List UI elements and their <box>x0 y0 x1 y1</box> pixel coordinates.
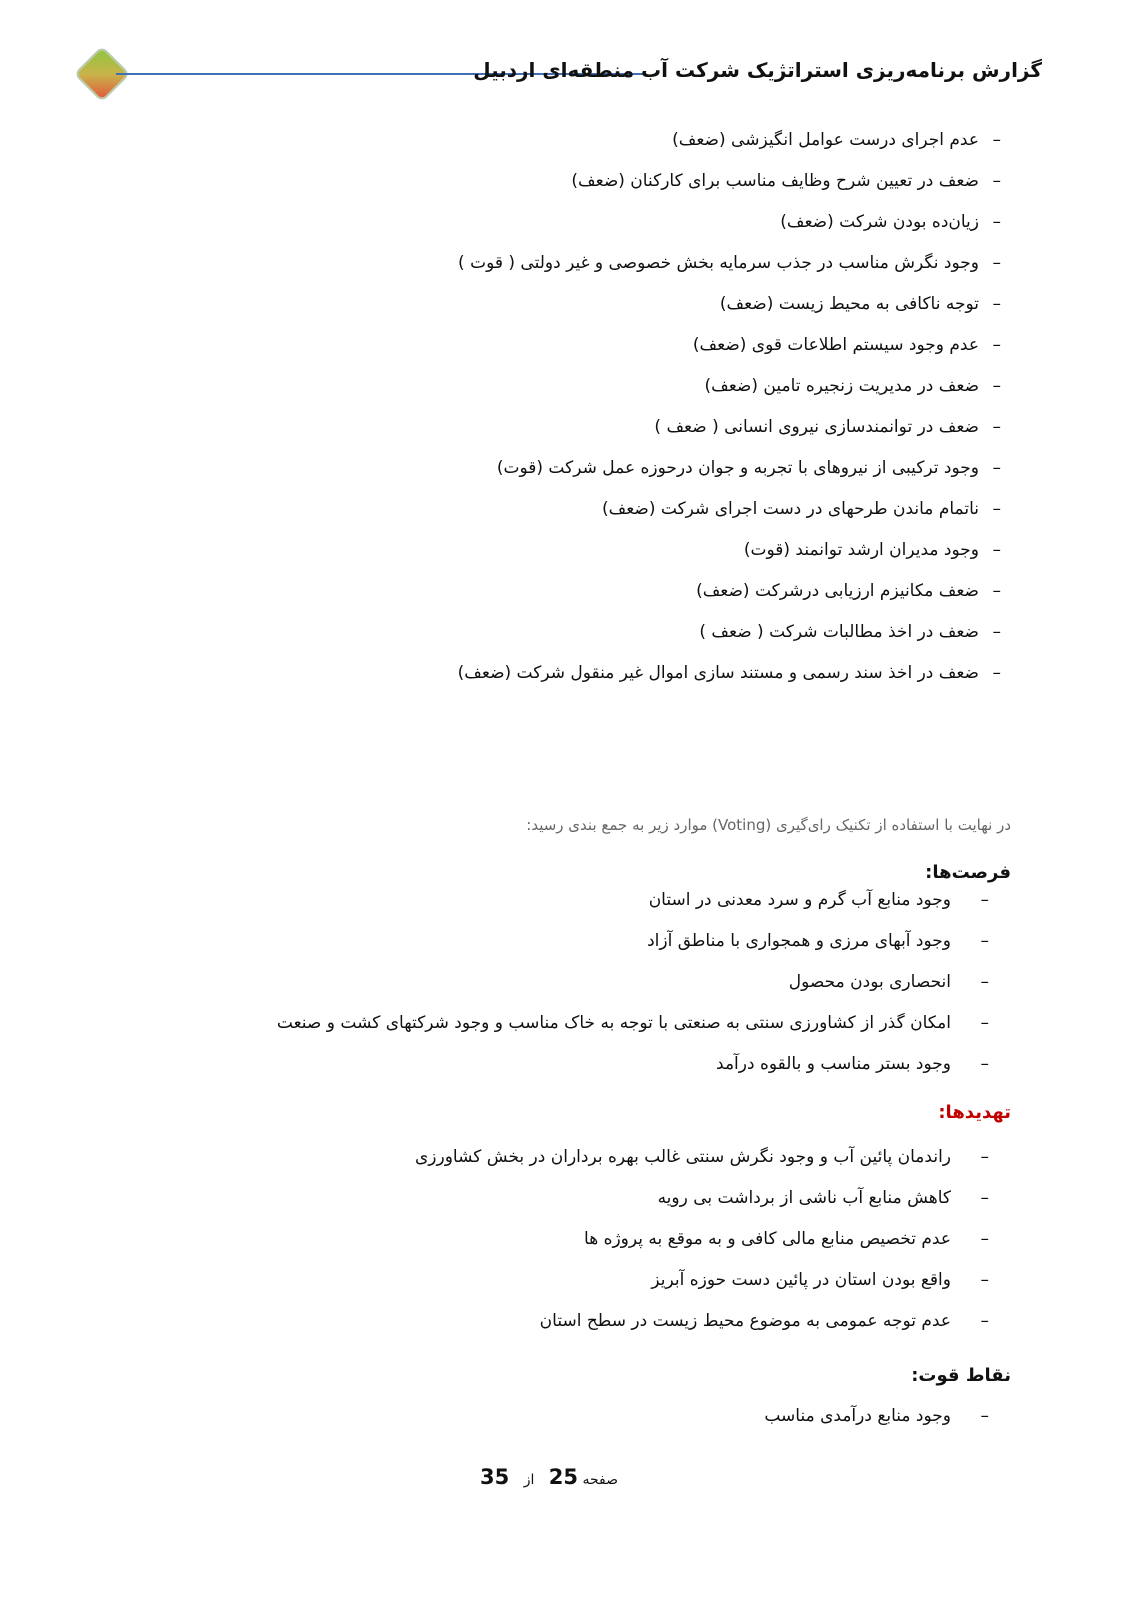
dash-bullet-icon: – <box>992 376 1001 396</box>
dash-bullet-icon: – <box>992 540 1001 560</box>
dash-bullet-icon: – <box>992 335 1001 355</box>
dash-bullet-icon: – <box>992 253 1001 273</box>
list-item: – واقع بودن استان در پائین دست حوزه آبریز <box>415 1260 951 1301</box>
dash-bullet-icon: – <box>980 1147 989 1167</box>
list-item: –ضعف در تعیین شرح وظایف مناسب برای کارکنان (ضعف) <box>458 161 1001 202</box>
dash-bullet-icon: – <box>992 294 1001 314</box>
list-item: – وجود آبهای مرزی و همجواری با مناطق آزاد <box>277 921 951 962</box>
dash-bullet-icon: – <box>992 458 1001 478</box>
voting-intro-paragraph: در نهایت با استفاده از تکنیک رای‌گیری (Voting) موارد زیر به جمع بندی رسید: <box>526 816 1011 834</box>
footer-of-label: از <box>523 1472 535 1488</box>
dash-bullet-icon: – <box>980 1270 989 1290</box>
footer-current-page: 35 <box>480 1465 510 1489</box>
dash-bullet-icon: – <box>992 663 1001 683</box>
strengths-heading: نقاط قوت: <box>911 1365 1011 1386</box>
list-item: –عدم وجود سیستم اطلاعات قوی (ضعف) <box>458 325 1001 366</box>
dash-bullet-icon: – <box>992 581 1001 601</box>
list-item: –ضعف در اخذ مطالبات شرکت ( ضعف ) <box>458 612 1001 653</box>
list-item: – عدم توجه عمومی به موضوع محیط زیست در سطح استان <box>415 1301 951 1342</box>
page-header <box>72 46 1042 102</box>
dash-bullet-icon: – <box>980 1311 989 1331</box>
dash-bullet-icon: – <box>980 1013 989 1033</box>
list-item: – عدم تخصیص منابع مالی کافی و به موقع به پروژه ها <box>415 1219 951 1260</box>
list-item: – وجود منابع درآمدی مناسب <box>764 1396 951 1437</box>
strengths-list <box>764 1396 989 1437</box>
footer-total-pages: 25 <box>548 1465 579 1489</box>
list-item: –ضعف مکانیزم ارزیابی درشرکت (ضعف) <box>458 571 1001 612</box>
footer-page-label: صفحه <box>582 1472 618 1488</box>
dash-bullet-icon: – <box>992 499 1001 519</box>
dash-bullet-icon: – <box>992 171 1001 191</box>
dash-bullet-icon: – <box>980 1229 989 1249</box>
opportunities-heading: فرصت‌ها: <box>925 862 1011 883</box>
list-item: –ناتمام ماندن طرحهای در دست اجرای شرکت (ضعف) <box>458 489 1001 530</box>
dash-bullet-icon: – <box>992 622 1001 642</box>
list-item: – کاهش منابع آب ناشی از برداشت بی رویه <box>415 1178 951 1219</box>
list-item: –وجود ترکیبی از نیروهای با تجربه و جوان درحوزه عمل شرکت (قوت) <box>458 448 1001 489</box>
dash-bullet-icon: – <box>980 972 989 992</box>
page-footer <box>480 1465 618 1489</box>
dash-bullet-icon: – <box>992 417 1001 437</box>
dash-bullet-icon: – <box>980 1054 989 1074</box>
threats-heading: تهدیدها: <box>938 1102 1011 1123</box>
swot-factor-list <box>458 120 1001 694</box>
dash-bullet-icon: – <box>992 130 1001 150</box>
list-item: – راندمان پائین آب و وجود نگرش سنتی غالب بهره برداران در بخش کشاورزی <box>415 1137 951 1178</box>
opportunities-list <box>276 880 989 1085</box>
list-item: – وجود بستر مناسب و بالقوه درآمد <box>277 1044 951 1085</box>
list-item: –توجه ناکافی به محیط زیست (ضعف) <box>458 284 1001 325</box>
dash-bullet-icon: – <box>992 212 1001 232</box>
threats-list <box>415 1137 989 1342</box>
dash-bullet-icon: – <box>980 1188 989 1208</box>
list-item: –زیان‌ده بودن شرکت (ضعف) <box>458 202 1001 243</box>
list-item: – وجود منابع آب گرم و سرد معدنی در استان <box>277 880 951 921</box>
list-item: –عدم اجرای درست عوامل انگیزشی (ضعف) <box>458 120 1001 161</box>
dash-bullet-icon: – <box>980 931 989 951</box>
list-item: – انحصاری بودن محصول <box>277 962 951 1003</box>
dash-bullet-icon: – <box>980 890 989 910</box>
header-title: گزارش برنامه‌ریزی استراتژیک شرکت آب منطقه‌ای اردبیل <box>473 58 1042 82</box>
list-item: –ضعف در اخذ سند رسمی و مستند سازی اموال غیر منقول شرکت (ضعف) <box>458 653 1001 694</box>
list-item: –وجود نگرش مناسب در جذب سرمایه بخش خصوصی و غیر دولتی ( قوت ) <box>458 243 1001 284</box>
list-item: –ضعف در توانمندسازی نیروی انسانی ( ضعف ) <box>458 407 1001 448</box>
list-item: –وجود مدیران ارشد توانمند (قوت) <box>458 530 1001 571</box>
list-item: – امکان گذر از کشاورزی سنتی به صنعتی با توجه به خاک مناسب و وجود شرکتهای کشت و صنعت <box>277 1003 951 1044</box>
dash-bullet-icon: – <box>980 1406 989 1426</box>
list-item: –ضعف در مدیریت زنجیره تامین (ضعف) <box>458 366 1001 407</box>
